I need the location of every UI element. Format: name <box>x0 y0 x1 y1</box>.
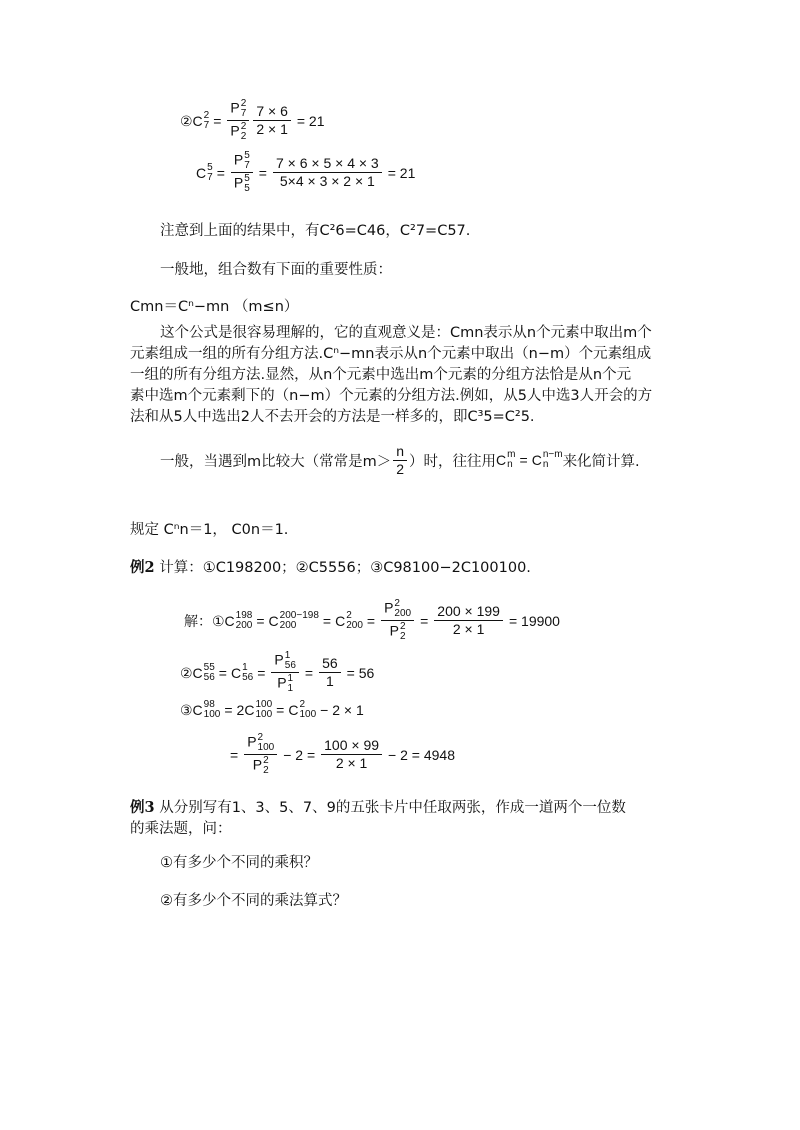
question-1: ①有多少个不同的乘积？ <box>160 855 318 871</box>
example-2-label: 例2 <box>130 559 155 576</box>
example-3-text: 从分别写有1、3、5、7、9的五张卡片中任取两张，作成一道两个一位数 <box>154 800 626 816</box>
solution-line-4: = P 2 100 P 2 2 − 2 = $\frac{100 \times 99}{2 \times 1}$ − 2 = 4948 <box>230 732 455 776</box>
note-text: 注意到上面的结果中，有C²6=C46，C²7=C57. <box>160 223 471 239</box>
formula-c7-2: ②C 2 7 = P 2 7 P 2 2 $\frac{7 \times 6}{2 \times 1}$ = 21 <box>180 98 325 142</box>
property-formula: Cmn＝Cⁿ−mn （m≤n） <box>130 299 299 315</box>
rule-text: 规定 Cⁿn＝1， C0n＝1. <box>130 522 289 538</box>
when-large-m-text: 一般，当遇到m比较大（常常是m＞ $\frac{n}{2}$ ）时，往往用 C m n = C n−m n 来化简计算. <box>160 443 640 477</box>
explanation-paragraph: 这个公式是很容易理解的，它的直观意义是：Cmn表示从n个元素中取出m个 元素组成一组的所有分组方法.Cⁿ−mn表示从n个元素中取出（n−m）个元素组成 一组的所有分组方法.显然，从n个元素中选出m个元素的分组方法恰是从n个元 素中选m个元素剩下的（n−m）个元素的分组方法.例如，从5人中选3人开会的方 法和从5人中选出2人不去开会的方法是一样多的，即C³5=C²5. <box>130 325 653 425</box>
example-3-text-2: 的乘法题，问： <box>130 821 232 837</box>
solution-line-2: ②C 55 56 = C 1 56 = P 1 56 P 1 1 = $\frac{56}{1}$ = 56 <box>180 650 375 694</box>
question-2: ②有多少个不同的乘法算式？ <box>160 893 347 909</box>
example-3-block <box>130 797 626 840</box>
formula-c7-5: C 5 7 = P 5 7 P 5 5 = $\frac{7 \times 6 \times 5 \times 4 \times 3}{5\times 4 \times 3 \times 2 \times 1}$ = 21 <box>196 150 416 194</box>
example-2-heading <box>130 556 531 577</box>
solution-line-3: ③C 98 100 = 2C 100 100 = C 2 100 − 2 × 1 <box>180 699 364 720</box>
example-2-text: 计算：①C198200；②C5556；③C98100−2C100100. <box>154 560 531 576</box>
solution-line-1: 解：①C 198 200 = C 200−198 200 = C 2 200 = P 2 200 P 2 2 = $\frac{200 \times 199}{2 \times 1}$ = 19900 <box>184 598 560 642</box>
general-text: 一般地，组合数有下面的重要性质： <box>160 262 392 278</box>
example-3-label: 例3 <box>130 799 155 816</box>
